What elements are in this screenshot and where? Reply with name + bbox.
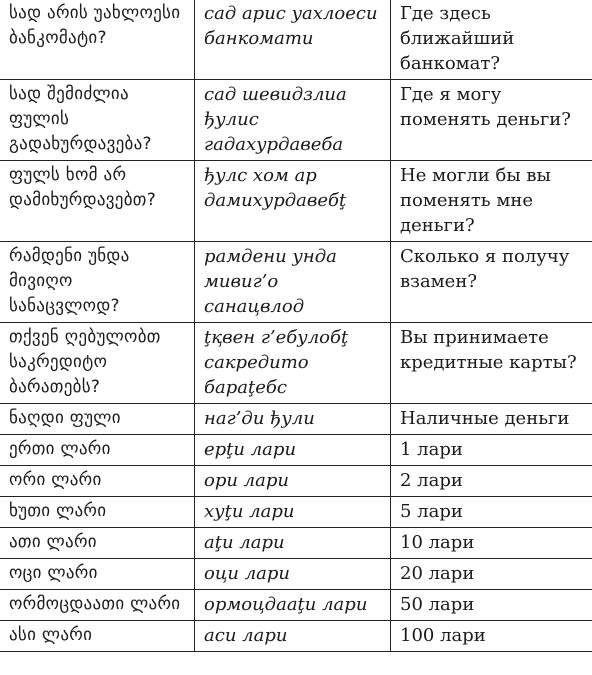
russian-cell: 100 лари — [391, 621, 592, 652]
russian-cell: 50 лари — [391, 590, 592, 621]
georgian-cell: რამდენი უნდა მივიღო სანაცვლოდ? — [0, 242, 195, 323]
georgian-cell: ფულს ხომ არ დამიხურდავებთ? — [0, 161, 195, 242]
georgian-cell: ორი ლარი — [0, 466, 195, 497]
transliteration-cell: ђулс хом ар дамихурдавебţ — [195, 161, 391, 242]
russian-cell: 20 лари — [391, 559, 592, 590]
table-row — [0, 497, 592, 528]
georgian-cell: თქვენ ღებულობთ საკრედიტო ბარათებს? — [0, 323, 195, 404]
table-row — [0, 559, 592, 590]
transliteration-cell: сад арис уахлоеси банкомати — [195, 0, 391, 80]
russian-cell: Не могли бы вы поменять мне деньги? — [391, 161, 592, 242]
transliteration-cell: хуţи лари — [195, 497, 391, 528]
georgian-cell: ასი ლარი — [0, 621, 195, 652]
georgian-cell: სად შემიძლია ფულის გადახურდავება? — [0, 80, 195, 161]
russian-cell: Вы принимаете кредитные карты? — [391, 323, 592, 404]
table-row — [0, 466, 592, 497]
russian-cell: 2 лари — [391, 466, 592, 497]
transliteration-cell: ţқвен г’ебулобţ сакредито бараţебс — [195, 323, 391, 404]
table-row — [0, 80, 592, 161]
georgian-cell: ოცი ლარი — [0, 559, 195, 590]
georgian-cell: ათი ლარი — [0, 528, 195, 559]
transliteration-cell: аţи лари — [195, 528, 391, 559]
georgian-cell: ხუთი ლარი — [0, 497, 195, 528]
russian-cell: Где здесь ближайший банкомат? — [391, 0, 592, 80]
transliteration-cell: ори лари — [195, 466, 391, 497]
transliteration-cell: сад шевидзлиа ђулис гадахурдавеба — [195, 80, 391, 161]
georgian-cell: ერთი ლარი — [0, 435, 195, 466]
transliteration-cell: оци лари — [195, 559, 391, 590]
transliteration-cell: аси лари — [195, 621, 391, 652]
georgian-cell: სად არის უახლოესი ბანკომატი? — [0, 0, 195, 80]
table-row — [0, 590, 592, 621]
table-row — [0, 435, 592, 466]
table-row — [0, 621, 592, 652]
russian-cell: Где я могу поменять деньги? — [391, 80, 592, 161]
table-row — [0, 528, 592, 559]
table-row — [0, 161, 592, 242]
table-row — [0, 323, 592, 404]
table-row — [0, 404, 592, 435]
table-row — [0, 0, 592, 80]
russian-cell: Наличные деньги — [391, 404, 592, 435]
transliteration-cell: ормоцдааţи лари — [195, 590, 391, 621]
russian-cell: 5 лари — [391, 497, 592, 528]
table-row — [0, 242, 592, 323]
georgian-cell: ნაღდი ფული — [0, 404, 195, 435]
russian-cell: Сколько я получу взамен? — [391, 242, 592, 323]
transliteration-cell: наг’ди ђули — [195, 404, 391, 435]
russian-cell: 1 лари — [391, 435, 592, 466]
transliteration-cell: ерţи лари — [195, 435, 391, 466]
georgian-cell: ორმოცდაათი ლარი — [0, 590, 195, 621]
transliteration-cell: рамдени унда мивиг’о санацвлод — [195, 242, 391, 323]
russian-cell: 10 лари — [391, 528, 592, 559]
